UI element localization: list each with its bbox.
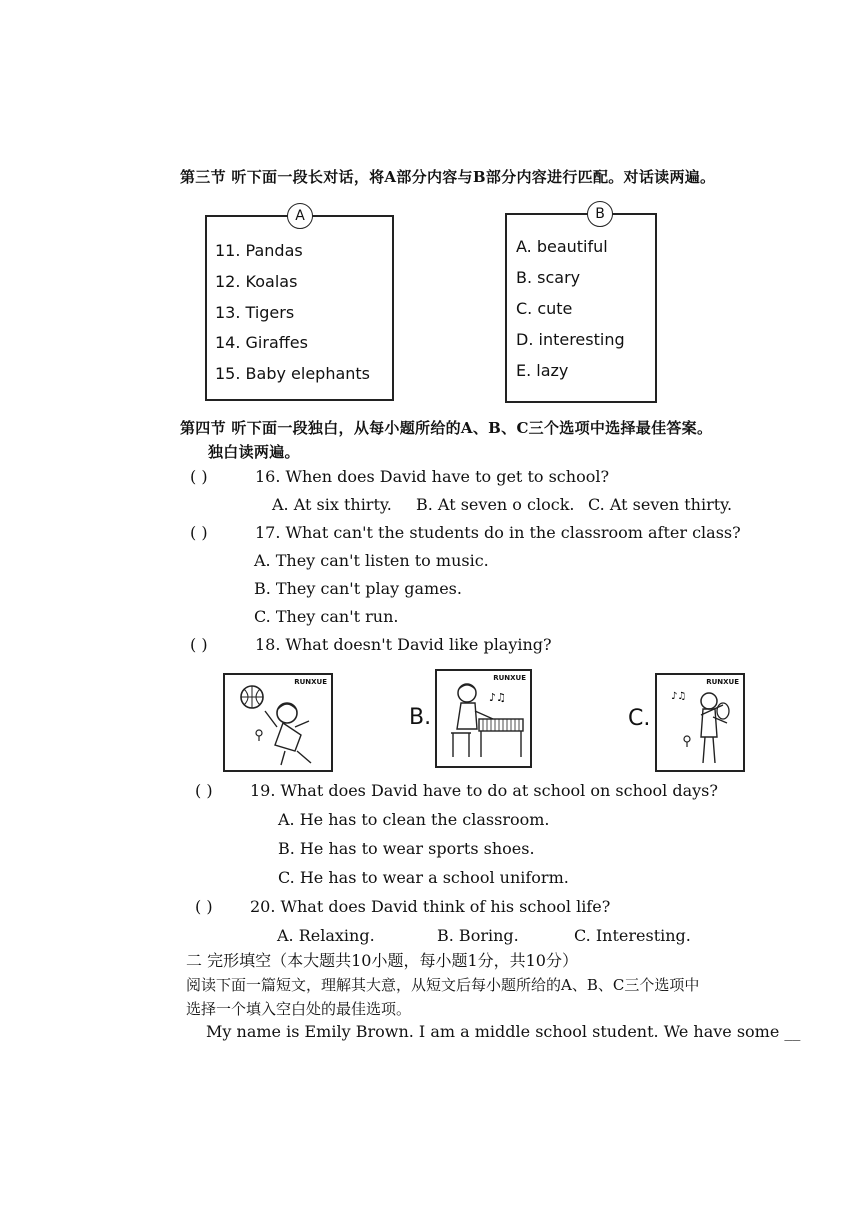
answer-paren[interactable]: ( ): [195, 897, 213, 916]
answer-paren[interactable]: ( ): [190, 467, 208, 486]
q19-option-c: C. He has to wear a school uniform.: [278, 868, 569, 887]
part2-instruction-line1: 阅读下面一篇短文，理解其大意，从短文后每小题所给的A、B、C三个选项中: [186, 976, 700, 994]
answer-paren[interactable]: ( ): [190, 635, 208, 654]
cloze-passage-first-line: My name is Emily Brown. I am a middle school student. We have some __: [206, 1022, 801, 1041]
q20-option-c: C. Interesting.: [574, 926, 691, 945]
question-16-stem: 16. When does David have to get to school?: [255, 467, 610, 486]
box-a-item: 14. Giraffes: [215, 333, 308, 352]
box-a-item: 12. Koalas: [215, 272, 298, 291]
section4-title-line2: 独白读两遍。: [208, 443, 300, 461]
brand-watermark: RUNXUE: [493, 674, 526, 682]
picture-b-piano: [435, 669, 532, 768]
q17-option-a: A. They can't listen to music.: [254, 551, 489, 570]
picture-a-basketball: [223, 673, 333, 772]
section4-title-line1: 第四节 听下面一段独白，从每小题所给的A、B、C三个选项中选择最佳答案。: [180, 419, 713, 437]
box-a-item: 13. Tigers: [215, 303, 295, 322]
box-b-label: B: [587, 201, 613, 227]
q16-option-b: B. At seven o clock.: [416, 495, 575, 514]
matching-box-a: [205, 208, 394, 401]
boy-playing-violin-icon: [657, 675, 743, 770]
svg-text:♪♫: ♪♫: [489, 691, 506, 704]
q16-option-c: C. At seven thirty.: [588, 495, 733, 514]
q17-option-b: B. They can't play games.: [254, 579, 462, 598]
answer-paren[interactable]: ( ): [190, 523, 208, 542]
section3-title: 第三节 听下面一段长对话，将A部分内容与B部分内容进行匹配。对话读两遍。: [180, 168, 716, 186]
box-b-item: B. scary: [516, 268, 581, 287]
part2-title: 二 完形填空（本大题共10小题，每小题1分，共10分）: [186, 951, 578, 970]
question-20-stem: 20. What does David think of his school life?: [250, 897, 611, 916]
box-b-item: E. lazy: [516, 361, 569, 380]
answer-paren[interactable]: ( ): [195, 781, 213, 800]
box-b-item: D. interesting: [516, 330, 625, 349]
svg-text:♪♫: ♪♫: [671, 691, 687, 702]
brand-watermark: RUNXUE: [294, 678, 327, 686]
q17-option-c: C. They can't run.: [254, 607, 399, 626]
boy-playing-basketball-icon: [225, 675, 331, 770]
picture-c-letter: C.: [628, 706, 651, 731]
picture-b-letter: B.: [409, 705, 432, 730]
matching-box-b: [505, 206, 657, 403]
box-a-item: 15. Baby elephants: [215, 364, 371, 383]
q20-option-b: B. Boring.: [437, 926, 519, 945]
q20-option-a: A. Relaxing.: [277, 926, 375, 945]
girl-playing-piano-icon: [437, 671, 530, 766]
box-a-item: 11. Pandas: [215, 241, 303, 260]
question-17-stem: 17. What can't the students do in the classroom after class?: [255, 523, 741, 542]
box-b-item: A. beautiful: [516, 237, 608, 256]
q16-option-a: A. At six thirty.: [272, 495, 392, 514]
question-19-stem: 19. What does David have to do at school on school days?: [250, 781, 718, 800]
question-18-stem: 18. What doesn't David like playing?: [255, 635, 552, 654]
box-a-label: A: [287, 203, 313, 229]
part2-instruction-line2: 选择一个填入空白处的最佳选项。: [186, 1000, 412, 1018]
q19-option-b: B. He has to wear sports shoes.: [278, 839, 535, 858]
box-b-item: C. cute: [516, 299, 573, 318]
picture-c-violin: [655, 673, 745, 772]
brand-watermark: RUNXUE: [706, 678, 739, 686]
q19-option-a: A. He has to clean the classroom.: [278, 810, 550, 829]
